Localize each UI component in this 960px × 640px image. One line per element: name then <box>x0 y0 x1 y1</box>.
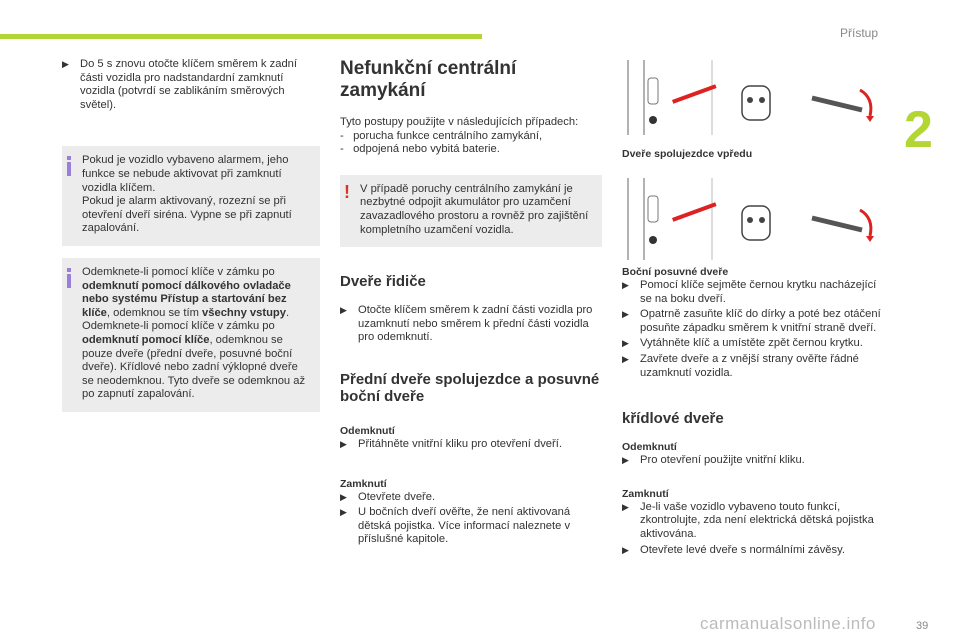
lock-steps <box>340 491 602 547</box>
warning-note <box>340 175 602 247</box>
arrow-bullet-icon: ▶ <box>62 59 69 69</box>
list-item: ▶ Otočte klíčem směrem k zadní části vozidla pro uzamknutí nebo směrem k přední části vozidla pro odemknutí. <box>340 304 593 344</box>
case-item: - odpojená nebo vybitá baterie. <box>340 143 500 156</box>
info-icon <box>66 156 72 176</box>
unlock-label: Odemknutí <box>340 424 395 437</box>
list-item: ▶ Do 5 s znovu otočte klíčem směrem k zadní části vozidla pro nadstandardní zamknutí vozidla (potvrdí se zablikáním směrových světel). <box>62 58 297 111</box>
wing-door-title: křídlové dveře <box>622 410 724 428</box>
list-item: ▶ Zavřete dveře a z vnější strany ověřte řádné uzamknutí vozidla. <box>622 352 859 379</box>
unlock-steps <box>340 438 602 452</box>
arrow-bullet-icon: ▶ <box>622 455 629 466</box>
arrow-bullet-icon: ▶ <box>622 544 629 555</box>
illustration-caption: Dveře spolujezdce vpředu <box>622 148 753 160</box>
header-accent-bar <box>0 34 482 39</box>
intro-text: Tyto postupy použijte v následujících případech: <box>340 116 579 128</box>
column-right <box>622 58 884 559</box>
column-left <box>62 58 320 412</box>
list-item: ▶ U bočních dveří ověřte, že není aktivovaná dětská pojistka. Více informací naleznete v příslušné kapitole. <box>340 506 571 546</box>
unlock-steps <box>622 454 884 468</box>
list-item: ▶ Opatrně zasuňte klíč do dírky a poté bez otáčení posuňte západku směrem k vnitřní straně dveří. <box>622 308 881 334</box>
info-icon <box>66 268 72 288</box>
unlock-label: Odemknutí <box>622 441 677 454</box>
arrow-bullet-icon: ▶ <box>622 353 629 364</box>
chapter-number: 2 <box>904 101 933 159</box>
lock-label: Zamknutí <box>340 477 387 490</box>
door-lock-diagram <box>622 174 884 264</box>
list-item: ▶ Pomocí klíče sejměte černou krytku nacházející se na boku dveří. <box>622 279 877 305</box>
case-item: - porucha funkce centrálního zamykání, <box>340 129 543 142</box>
arrow-bullet-icon: ▶ <box>622 280 629 290</box>
front-sliding-title: Přední dveře spolujezdce a posuvné boční dveře <box>340 370 600 405</box>
arrow-bullet-icon: ▶ <box>340 507 347 518</box>
lock-steps <box>622 501 884 557</box>
lock-label: Zamknutí <box>622 487 669 500</box>
note-text: Odemknete-li pomocí klíče v zámku po odemknutí pomocí klíče, odemknou se pouze dveře (přední dveře, posuvné boční dveře). Křídlové nebo zadní výklopné dveře se neodemknou. Tyto dveře se odemknou až po zapnutí zapalování. <box>82 320 306 401</box>
list-item: ▶ Přitáhněte vnitřní kliku pro otevření dveří. <box>340 437 562 450</box>
note-text: Pokud je alarm aktivovaný, rozezní se při otevření dveří siréna. Vypne se při zapnutí zapalování. <box>82 195 292 235</box>
note-text: Pokud je vozidlo vybaveno alarmem, jeho funkce se nebude aktivovat při zamknutí vozidla klíčem. <box>82 154 289 194</box>
list-item: ▶ Vytáhněte klíč a umístěte zpět černou krytku. <box>622 337 863 350</box>
driver-door-steps <box>340 304 602 345</box>
lock-steps <box>62 58 320 112</box>
arrow-bullet-icon: ▶ <box>622 501 629 512</box>
driver-door-title: Dveře řidiče <box>340 273 426 291</box>
list-item: ▶ Otevřete dveře. <box>340 490 436 503</box>
arrow-bullet-icon: ▶ <box>340 305 347 316</box>
passenger-door-illustration <box>622 60 884 150</box>
alarm-note <box>62 146 320 246</box>
arrow-bullet-icon: ▶ <box>340 491 347 502</box>
section-title: Nefunkční centrální zamykání <box>340 58 517 101</box>
arrow-bullet-icon: ▶ <box>622 338 629 349</box>
sliding-door-illustration <box>622 174 884 264</box>
warning-text: V případě poruchy centrálního zamykání je nezbytné odpojit akumulátor pro uzamčení zavazadlového prostoru a rovněž pro zajištění kompletního uzamčení vozidla. <box>360 182 589 236</box>
arrow-bullet-icon: ▶ <box>622 309 629 320</box>
column-middle <box>340 58 602 549</box>
watermark: carmanualsonline.info <box>700 614 876 633</box>
section-name: Přístup <box>840 26 879 40</box>
sliding-door-title: Boční posuvné dveře <box>622 266 729 278</box>
page-number: 39 <box>916 620 929 632</box>
list-item: ▶ Pro otevření použijte vnitřní kliku. <box>622 454 805 467</box>
door-lock-diagram <box>622 60 884 140</box>
list-item: ▶ Otevřete levé dveře s normálními závěsy. <box>622 543 845 556</box>
unlock-note <box>62 258 320 412</box>
sliding-door-steps <box>622 279 884 380</box>
note-text: Odemknete-li pomocí klíče v zámku po odemknutí pomocí dálkového ovladače nebo systému Přístup a startování bez klíče, odemknou se tím všechny vstupy. <box>82 265 291 319</box>
list-item: ▶ Je-li vaše vozidlo vybaveno touto funkcí, zkontrolujte, zda není elektrická dětská pojistka aktivována. <box>622 500 874 540</box>
warning-icon: ! <box>344 181 350 202</box>
arrow-bullet-icon: ▶ <box>340 438 347 449</box>
